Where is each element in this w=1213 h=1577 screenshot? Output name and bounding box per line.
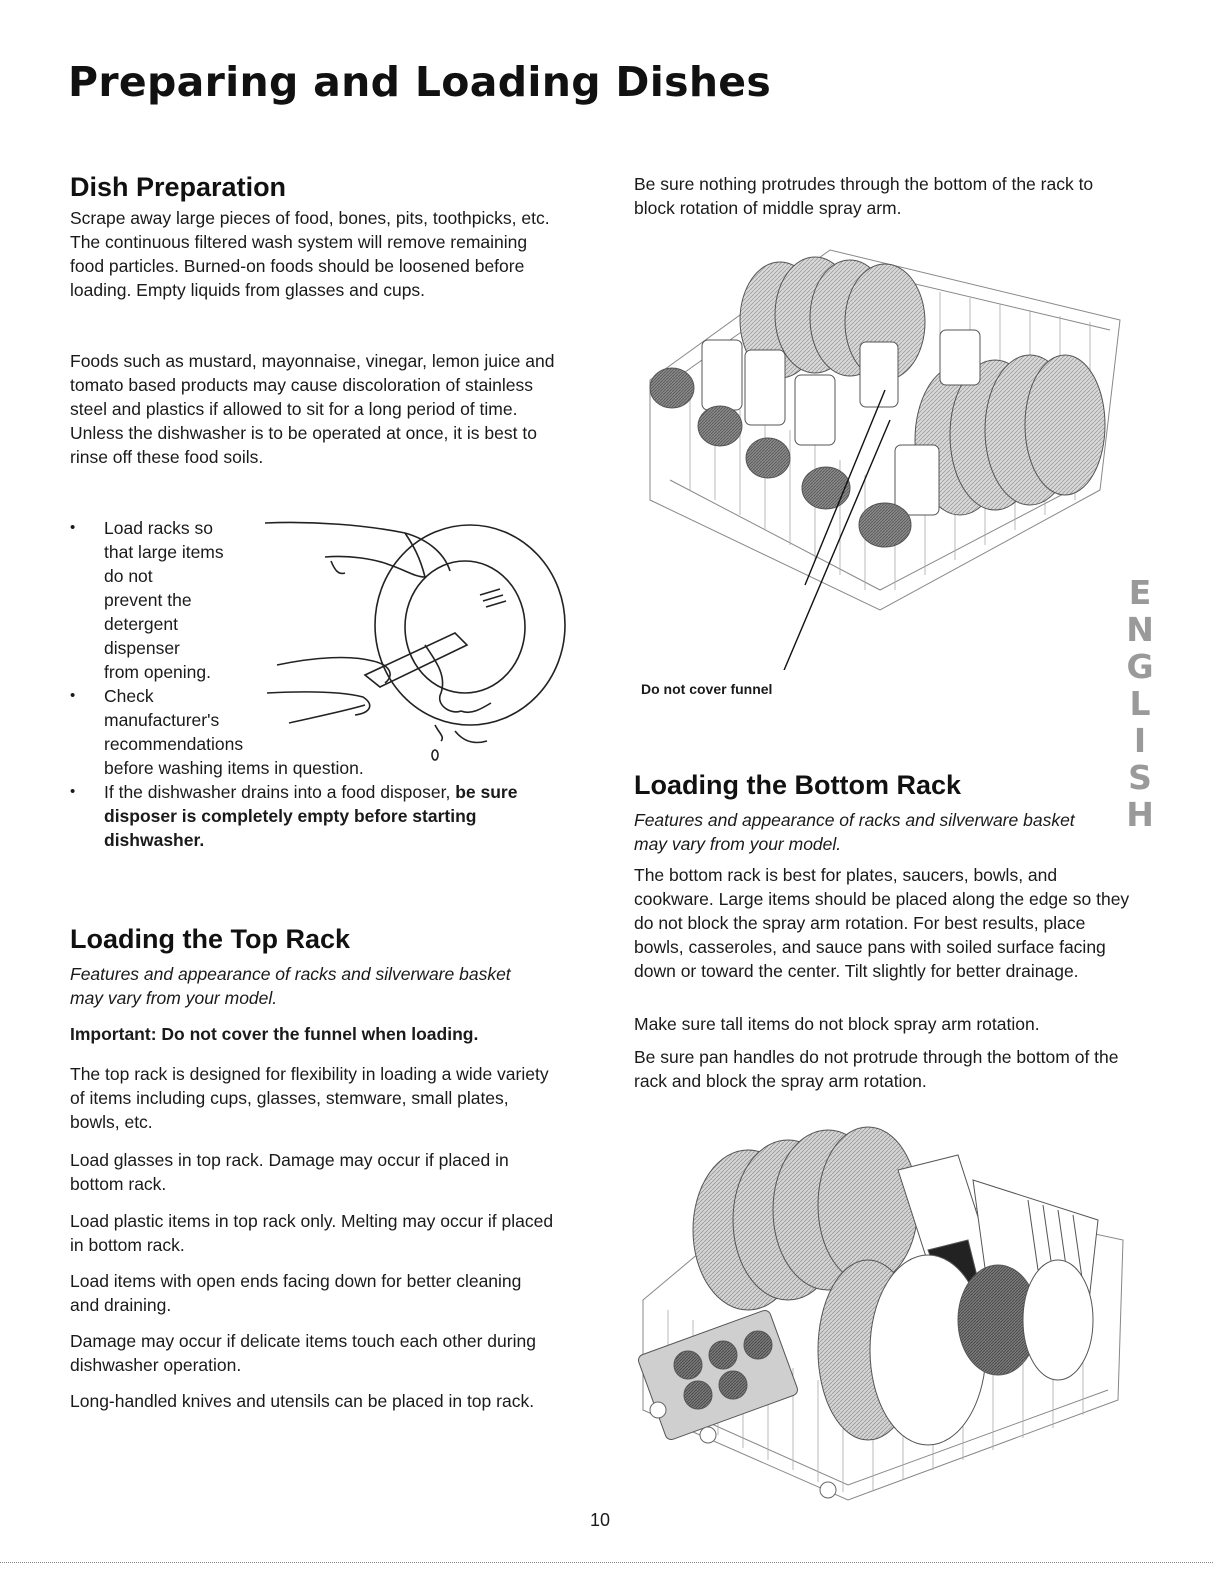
top-rack-illustration	[630, 230, 1130, 670]
page-number: 10	[589, 1510, 611, 1530]
bottom-rack-paragraph-2: Make sure tall items do not block spray arm rotation.	[634, 1014, 1040, 1034]
bottom-rack-paragraph-3: Be sure pan handles do not protrude through the bottom of the rack and block the spray arm rotation.	[634, 1047, 1119, 1091]
middle-spray-arm-note: Be sure nothing protrudes through the bottom of the rack to block rotation of middle spray arm.	[634, 174, 1094, 218]
bottom-rack-note: Features and appearance of racks and silverware basket may vary from your model.	[634, 810, 1075, 854]
bullet-check-manufacturer: • Check manufacturer's recommendations before washing items in question.	[70, 684, 570, 780]
bottom-divider	[0, 1562, 1213, 1563]
top-rack-paragraph-6: Long-handled knives and utensils can be placed in top rack.	[70, 1391, 535, 1411]
top-rack-paragraph-4: Load items with open ends facing down for better cleaning and draining.	[70, 1271, 522, 1315]
top-rack-paragraph-3: Load plastic items in top rack only. Melting may occur if placed in bottom rack.	[70, 1211, 554, 1255]
english-side-tab: E N G L I S H	[1126, 573, 1154, 834]
page-title: Preparing and Loading Dishes	[68, 58, 772, 106]
top-rack-paragraph-2: Load glasses in top rack. Damage may occur if placed in bottom rack.	[70, 1150, 509, 1194]
bottom-rack-paragraph-1: The bottom rack is best for plates, saucers, bowls, and cookware. Large items should be placed along the edge so they do not block the spray arm rotation. For best results, place bowls, casseroles, and sauce pans with soiled surface facing down or toward the center. Tilt slightly for better drainage.	[634, 865, 1130, 981]
dish-prep-paragraph-2: Foods such as mustard, mayonnaise, vinegar, lemon juice and tomato based products may cause discoloration of stainless steel and plastics if allowed to sit for a long period of time. Unless the dishwasher is to be operated at once, it is best to rinse off these food soils.	[70, 351, 555, 467]
dish-preparation-heading: Dish Preparation	[70, 172, 287, 202]
do-not-cover-funnel-caption: Do not cover funnel	[641, 681, 773, 697]
bullet-load-racks: • Load racks so that large items do not prevent the detergent dispenser from opening.	[70, 516, 570, 684]
loading-top-rack-heading: Loading the Top Rack	[70, 924, 351, 954]
top-rack-note: Features and appearance of racks and silverware basket may vary from your model.	[70, 964, 511, 1008]
top-rack-paragraph-1: The top rack is designed for flexibility in loading a wide variety of items including cups, glasses, stemware, small plates, bowls, etc.	[70, 1064, 549, 1132]
top-rack-paragraph-5: Damage may occur if delicate items touch each other during dishwasher operation.	[70, 1331, 536, 1375]
dish-prep-paragraph-1: Scrape away large pieces of food, bones, pits, toothpicks, etc. The continuous filtered wash system will remove remaining food particles. Burned-on foods should be loosened before loading. Empty liquids from glasses and cups.	[70, 208, 550, 300]
scraping-plate-illustration	[255, 515, 575, 775]
bottom-rack-illustration	[628, 1110, 1133, 1510]
loading-bottom-rack-heading: Loading the Bottom Rack	[634, 770, 962, 800]
top-rack-important: Important: Do not cover the funnel when loading.	[70, 1024, 479, 1044]
bullet-food-disposer: • If the dishwasher drains into a food disposer, be sure disposer is completely empty before starting dishwasher.	[70, 780, 570, 852]
